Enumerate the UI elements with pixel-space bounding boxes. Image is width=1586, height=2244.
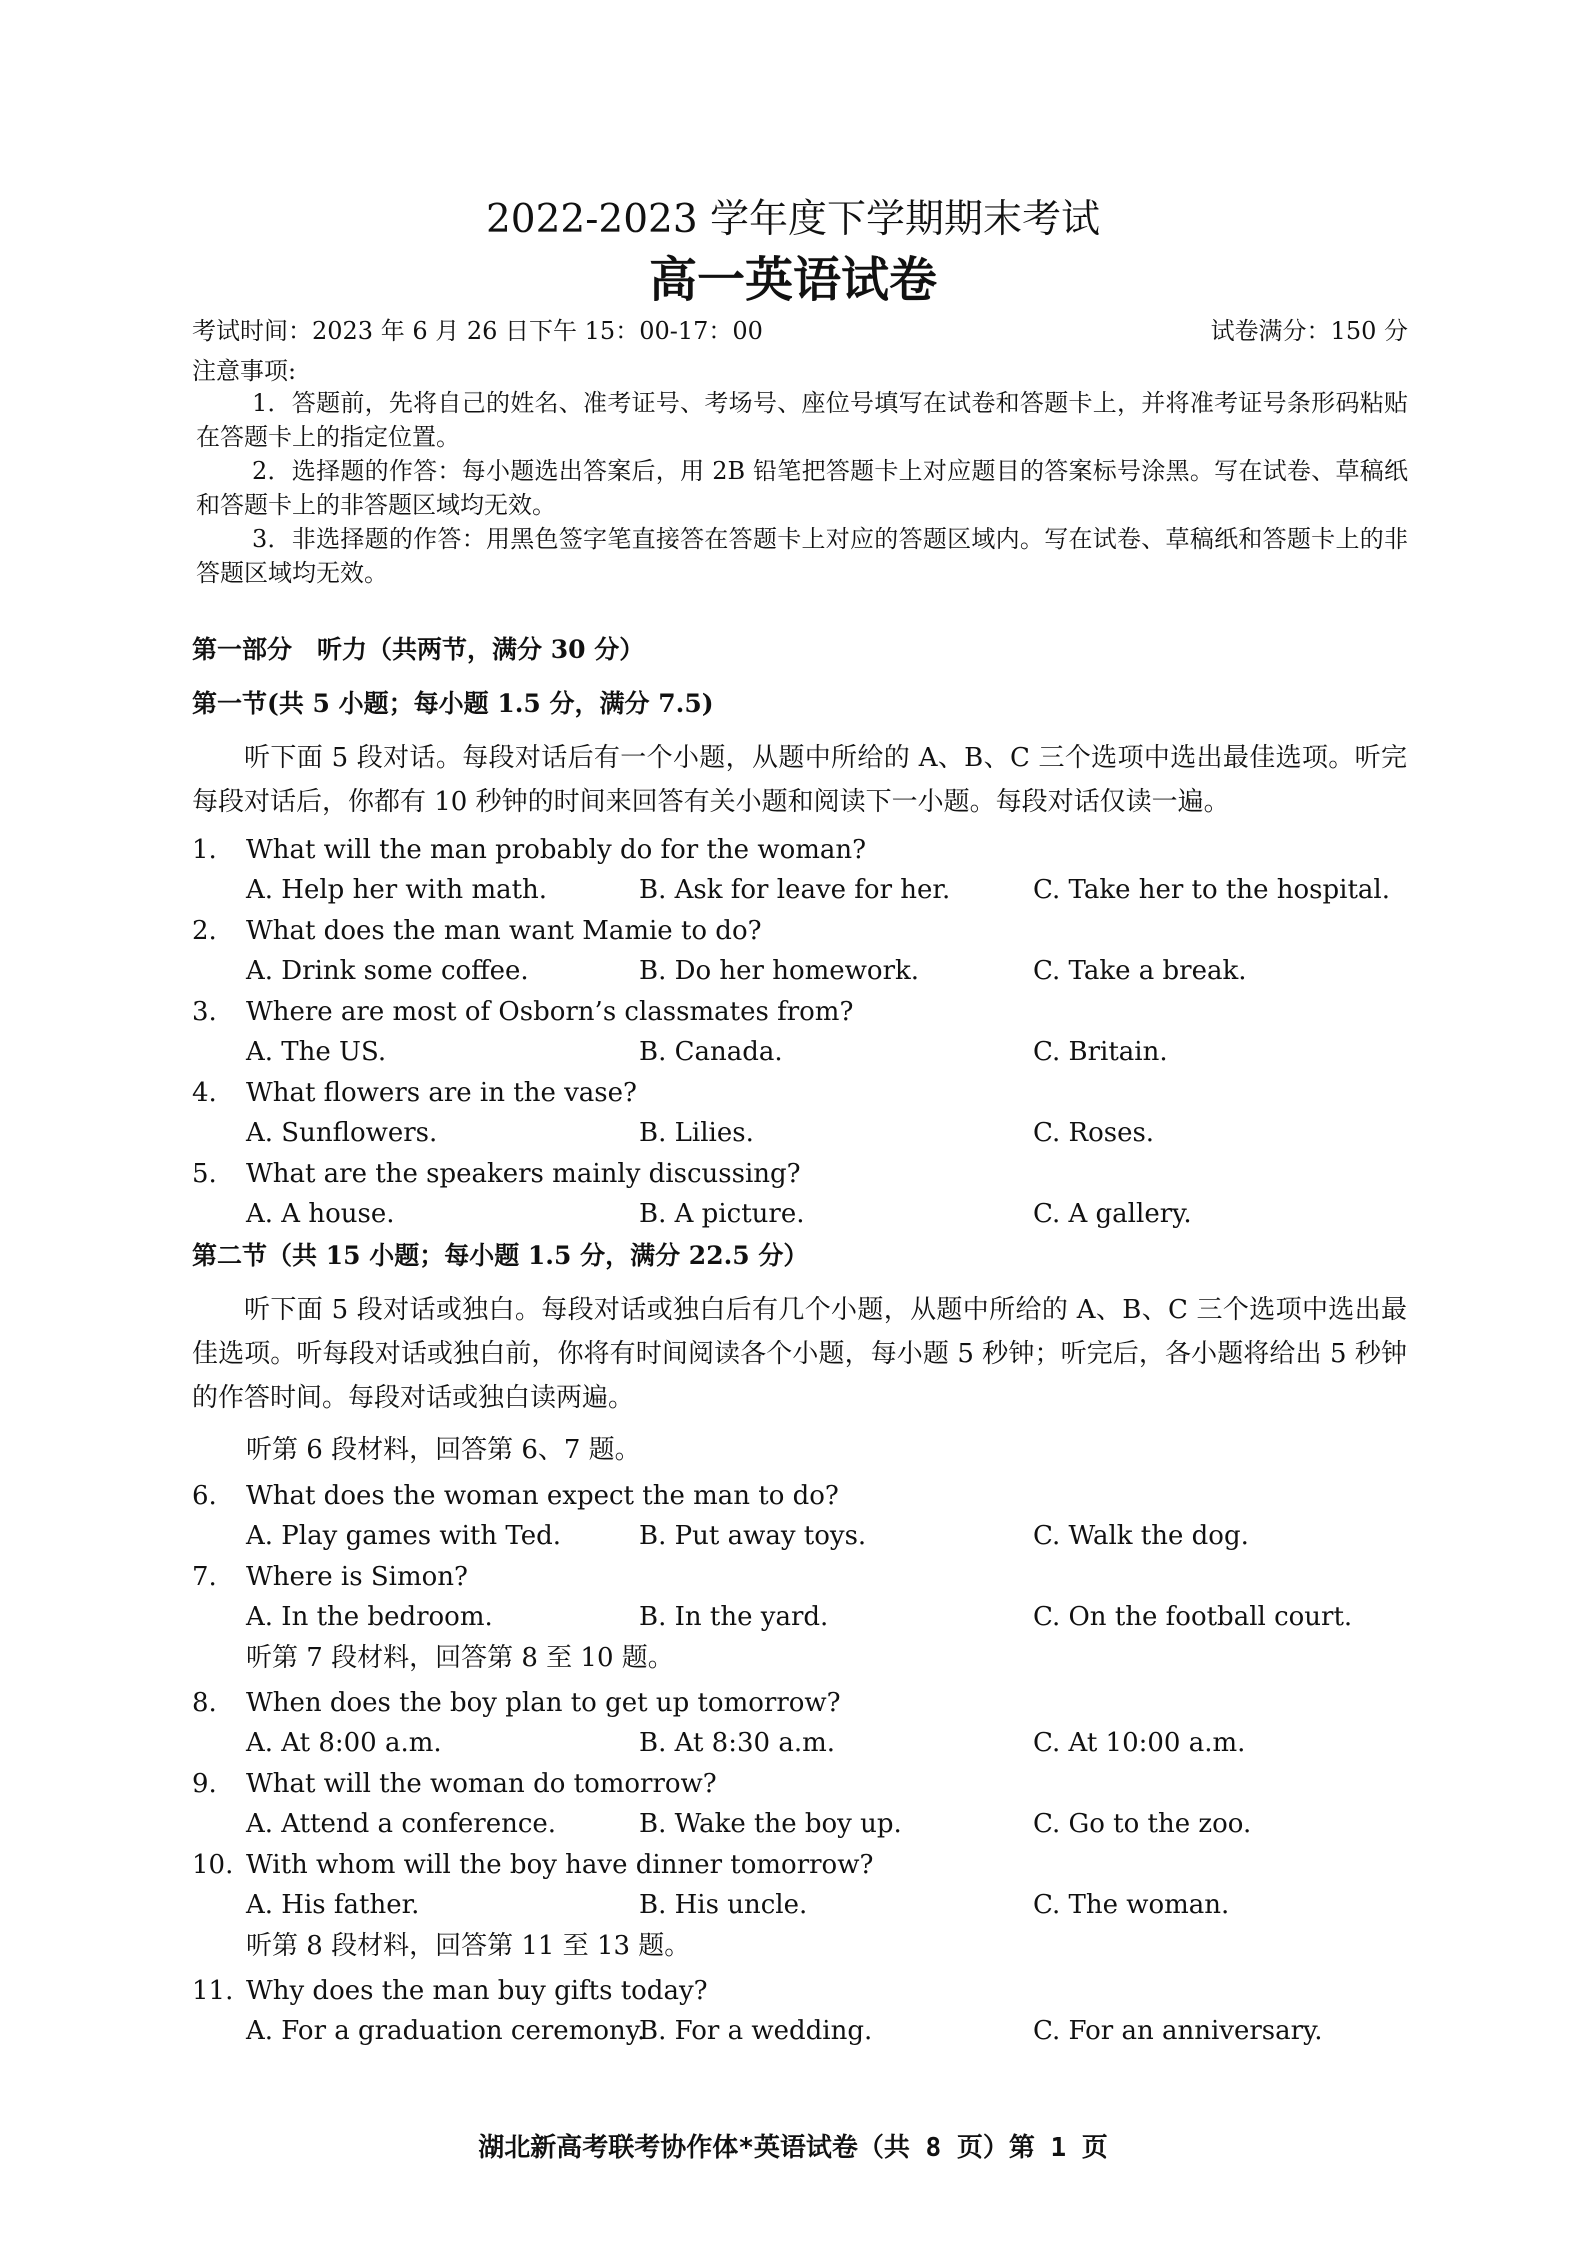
- question-text: What are the speakers mainly discussing?: [246, 1159, 801, 1189]
- question-8: [192, 1683, 1407, 1763]
- section2-title: 第二节（共 15 小题；每小题 1.5 分，满分 22.5 分）: [192, 1241, 809, 1270]
- option-a: A. His father.: [246, 1890, 420, 1920]
- option-b: B. Canada.: [639, 1037, 783, 1067]
- question-number: 10.: [192, 1850, 234, 1880]
- option-b: B. Ask for leave for her.: [639, 875, 951, 905]
- question-3: [192, 992, 1407, 1072]
- material-6-instruction: 听第 6 段材料，回答第 6、7 题。: [246, 1435, 641, 1465]
- option-c: C. A gallery.: [1033, 1199, 1192, 1229]
- option-c: C. At 10:00 a.m.: [1033, 1728, 1246, 1758]
- note-item-3: 3．非选择题的作答：用黑色签字笔直接答在答题卡上对应的答题区域内。写在试卷、草稿纸和答题卡上的非答题区域均无效。: [196, 525, 1408, 587]
- question-5: [192, 1154, 1407, 1234]
- question-text: When does the boy plan to get up tomorrow?: [246, 1688, 841, 1718]
- option-a: A. Sunflowers.: [246, 1118, 438, 1148]
- question-number: 3.: [192, 997, 217, 1027]
- option-c: C. Walk the dog.: [1033, 1521, 1249, 1551]
- option-b: B. Do her homework.: [639, 956, 920, 986]
- question-10: [192, 1845, 1407, 1925]
- exam-title: 2022-2023 学年度下学期期末考试: [485, 197, 1101, 242]
- question-number: 5.: [192, 1159, 217, 1189]
- note-item-2: 2．选择题的作答：每小题选出答案后，用 2B 铅笔把答题卡上对应题目的答案标号涂黑。写在试卷、草稿纸和答题卡上的非答题区域均无效。: [196, 457, 1408, 519]
- option-a: A. Attend a conference.: [246, 1809, 557, 1839]
- question-11: [192, 1971, 1407, 2051]
- exam-time: 考试时间：2023 年 6 月 26 日下午 15：00-17：00: [192, 317, 763, 345]
- question-number: 9.: [192, 1769, 217, 1799]
- option-b: B. His uncle.: [639, 1890, 808, 1920]
- material-7-instruction: 听第 7 段材料，回答第 8 至 10 题。: [246, 1643, 674, 1673]
- option-a: A. For a graduation ceremony.: [246, 2016, 646, 2046]
- question-text: What does the woman expect the man to do?: [246, 1481, 839, 1511]
- option-b: B. Lilies.: [639, 1118, 754, 1148]
- option-b: B. In the yard.: [639, 1602, 829, 1632]
- question-text: What will the man probably do for the woman?: [246, 835, 867, 865]
- option-a: A. In the bedroom.: [246, 1602, 493, 1632]
- question-number: 7.: [192, 1562, 217, 1592]
- notes-label: 注意事项:: [192, 357, 297, 385]
- option-a: A. Help her with math.: [246, 875, 548, 905]
- option-c: C. Take her to the hospital.: [1033, 875, 1390, 905]
- option-c: C. Britain.: [1033, 1037, 1168, 1067]
- part1-title: 第一部分 听力（共两节，满分 30 分）: [192, 635, 645, 664]
- question-9: [192, 1764, 1407, 1844]
- question-text: With whom will the boy have dinner tomorrow?: [246, 1850, 874, 1880]
- question-2: [192, 911, 1407, 991]
- question-text: Why does the man buy gifts today?: [246, 1976, 708, 2006]
- question-7: [192, 1557, 1407, 1637]
- section1-instruction: 听下面 5 段对话。每段对话后有一个小题，从题中所给的 A、B、C 三个选项中选出最佳选项。听完每段对话后，你都有 10 秒钟的时间来回答有关小题和阅读下一小题。每段对话仅读一遍。: [192, 743, 1407, 817]
- option-c: C. On the football court.: [1033, 1602, 1353, 1632]
- question-number: 1.: [192, 835, 217, 865]
- option-b: B. At 8:30 a.m.: [639, 1728, 836, 1758]
- question-6: [192, 1476, 1407, 1556]
- option-c: C. Take a break.: [1033, 956, 1247, 986]
- question-text: Where are most of Osborn’s classmates from?: [246, 997, 854, 1027]
- option-c: C. For an anniversary.: [1033, 2016, 1323, 2046]
- question-4: [192, 1073, 1407, 1153]
- option-c: C. The woman.: [1033, 1890, 1230, 1920]
- question-text: What does the man want Mamie to do?: [246, 916, 762, 946]
- question-number: 11.: [192, 1976, 234, 2006]
- page-footer: 湖北新高考联考协作体*英语试卷（共 8 页）第 1 页: [478, 2133, 1108, 2163]
- option-a: A. Drink some coffee.: [246, 956, 529, 986]
- option-c: C. Go to the zoo.: [1033, 1809, 1252, 1839]
- material-8-instruction: 听第 8 段材料，回答第 11 至 13 题。: [246, 1931, 691, 1961]
- paper-subtitle: 高一英语试卷: [648, 252, 937, 308]
- question-number: 4.: [192, 1078, 217, 1108]
- question-1: [192, 830, 1407, 910]
- question-text: Where is Simon?: [246, 1562, 468, 1592]
- section2-instruction: 听下面 5 段对话或独白。每段对话或独白后有几个小题，从题中所给的 A、B、C 三个选项中选出最佳选项。听每段对话或独白前，你将有时间阅读各个小题，每小题 5 秒钟；听完后，各小题将给出 5 秒钟的作答时间。每段对话或独白读两遍。: [192, 1295, 1407, 1413]
- question-text: What will the woman do tomorrow?: [246, 1769, 717, 1799]
- note-item-1: 1．答题前，先将自己的姓名、准考证号、考场号、座位号填写在试卷和答题卡上，并将准考证号条形码粘贴在答题卡上的指定位置。: [196, 389, 1408, 451]
- option-b: B. Wake the boy up.: [639, 1809, 902, 1839]
- option-a: A. Play games with Ted.: [246, 1521, 562, 1551]
- question-number: 8.: [192, 1688, 217, 1718]
- section1-title: 第一节(共 5 小题；每小题 1.5 分，满分 7.5): [192, 689, 714, 718]
- option-a: A. At 8:00 a.m.: [246, 1728, 442, 1758]
- option-b: B. Put away toys.: [639, 1521, 867, 1551]
- full-score: 试卷满分：150 分: [1210, 317, 1408, 345]
- question-number: 2.: [192, 916, 217, 946]
- option-c: C. Roses.: [1033, 1118, 1155, 1148]
- question-text: What flowers are in the vase?: [246, 1078, 637, 1108]
- option-a: A. A house.: [246, 1199, 395, 1229]
- option-a: A. The US.: [246, 1037, 387, 1067]
- option-b: B. A picture.: [639, 1199, 805, 1229]
- question-number: 6.: [192, 1481, 217, 1511]
- option-b: B. For a wedding.: [639, 2016, 873, 2046]
